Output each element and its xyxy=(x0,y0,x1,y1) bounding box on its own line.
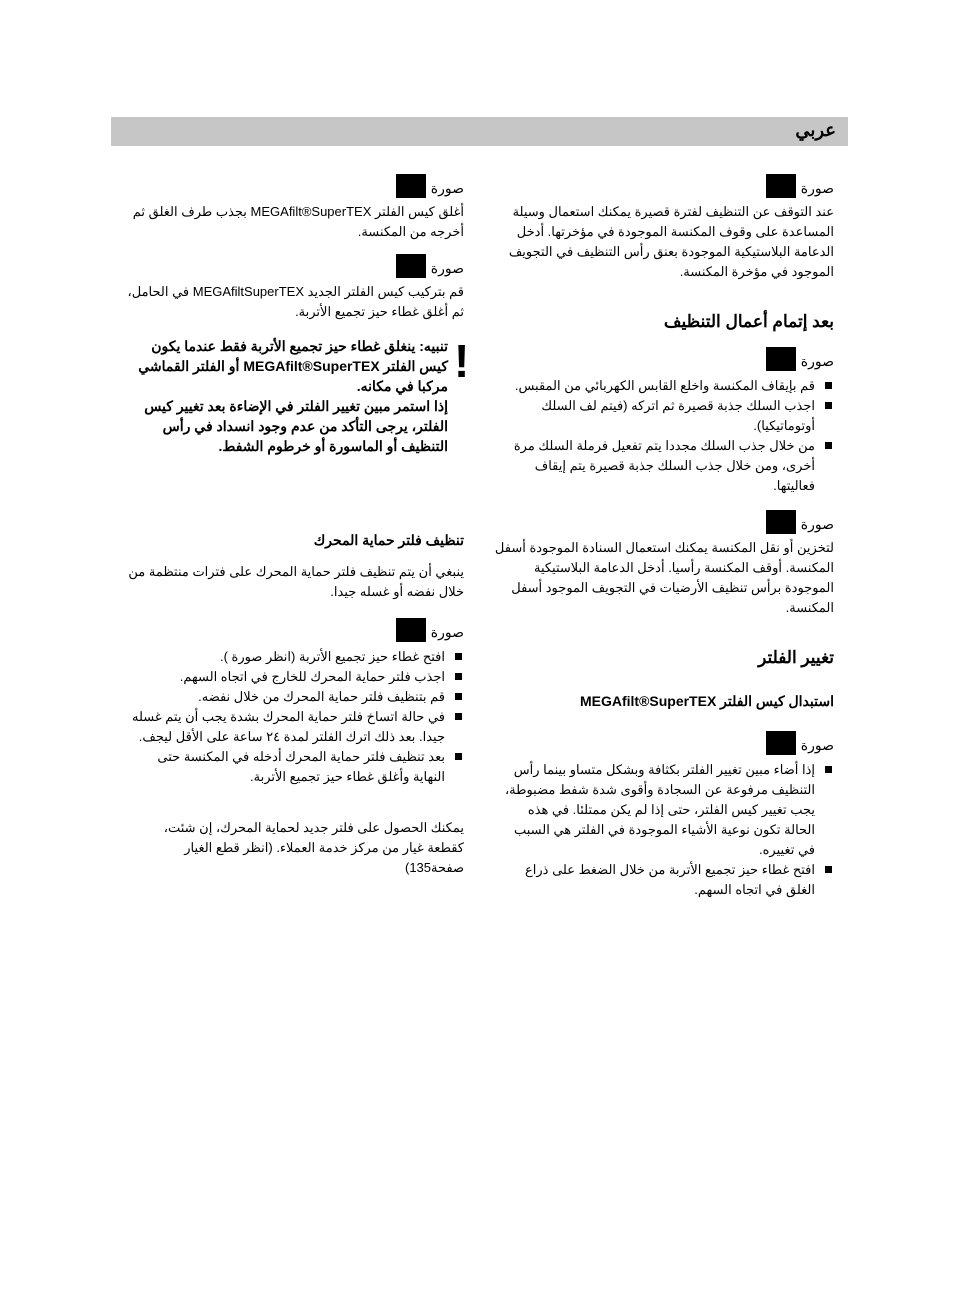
figure-label: صورة xyxy=(430,180,464,196)
list-item: قم بإيقاف المكنسة واخلع القابس الكهربائي من المقبس. xyxy=(494,376,834,396)
figure-label: صورة xyxy=(800,180,834,196)
paragraph: يمكنك الحصول على فلتر جديد لحماية المحرك، إن شئت، كقطعة غيار من مركز خدمة العملاء. (انظر قطع الغيار صفحة135) xyxy=(163,820,464,875)
paragraph: قم بتركيب كيس الفلتر الجديد MEGAfiltSuperTEX في الحامل، ثم أغلق غطاء حيز تجميع الأتربة. xyxy=(127,284,464,319)
figure-block xyxy=(494,174,834,282)
warning-exclamation-icon: ! xyxy=(454,335,470,387)
list-item: قم بتنظيف فلتر حماية المحرك من خلال نفضه. xyxy=(124,687,464,707)
paragraph: ينبغي أن يتم تنظيف فلتر حماية المحرك على فترات منتظمة من خلال نفضه أو غسله جيدا. xyxy=(128,564,464,599)
figure-block xyxy=(494,347,834,496)
section-header-bar xyxy=(111,117,848,146)
list-item: اجذب فلتر حماية المحرك للخارج في اتجاه السهم. xyxy=(124,667,464,687)
figure-number-box xyxy=(766,347,796,371)
figure-number-box xyxy=(396,254,426,278)
sub-heading: استبدال كيس الفلتر MEGAfilt®SuperTEX xyxy=(579,693,834,709)
figure-label: صورة xyxy=(800,516,834,532)
list-item: افتح غطاء حيز تجميع الأتربة (انظر صورة ). xyxy=(124,647,464,667)
paragraph: أغلق كيس الفلتر MEGAfilt®SuperTEX بجذب طرف الغلق ثم أخرجه من المكنسة. xyxy=(132,204,464,239)
list-item: في حالة اتساخ فلتر حماية المحرك بشدة يجب أن يتم غسله جيدا. بعد ذلك اترك الفلتر لمدة ٢٤ ساعة على الأقل ليجف. xyxy=(124,707,464,747)
figure-number-box xyxy=(396,174,426,198)
figure-label: صورة xyxy=(430,624,464,640)
figure-block xyxy=(124,174,464,242)
figure-label: صورة xyxy=(430,260,464,276)
figure-label: صورة xyxy=(800,737,834,753)
section-heading: تغيير الفلتر xyxy=(758,648,834,667)
list-item: اجذب السلك جذبة قصيرة ثم اتركه (فيتم لف السلك أوتوماتيكيا). xyxy=(494,396,834,436)
figure-label: صورة xyxy=(800,353,834,369)
warning-block xyxy=(126,336,448,456)
warning-text-2: إذا استمر مبين تغيير الفلتر في الإضاءة بعد تغيير كيس الفلتر، يرجى التأكد من عدم وجود انسداد في رأس التنظيف أو الماسورة أو خرطوم الشفط. xyxy=(144,398,448,454)
figure-block xyxy=(494,510,834,618)
paragraph: عند التوقف عن التنظيف لفترة قصيرة يمكنك استعمال وسيلة المساعدة على وقوف المكنسة الموجودة في مؤخرتها. أدخل الدعامة البلاستيكية الموجودة بعنق رأس التنظيف في التجويف الموجود في مؤخرة المكنسة. xyxy=(508,204,834,279)
list-item: بعد تنظيف فلتر حماية المحرك أدخله في المكنسة حتى النهاية وأغلق غطاء حيز تجميع الأتربة. xyxy=(124,747,464,787)
figure-number-box xyxy=(766,731,796,755)
section-heading: تنظيف فلتر حماية المحرك xyxy=(313,532,464,548)
list-item: من خلال جذب السلك مجددا يتم تفعيل فرملة السلك مرة أخرى، ومن خلال جذب السلك جذبة قصيرة يتم إيقاف فعاليتها. xyxy=(494,436,834,496)
section-heading: بعد إتمام أعمال التنظيف xyxy=(663,312,834,331)
paragraph: لتخزين أو نقل المكنسة يمكنك استعمال السنادة الموجودة أسفل المكنسة. أوقف المكنسة رأسيا. أدخل الدعامة البلاستيكية الموجودة برأس تنظيف الأرضيات في التجويف الموجود أسفل المكنسة. xyxy=(494,540,834,615)
figure-number-box xyxy=(766,174,796,198)
figure-number-box xyxy=(766,510,796,534)
figure-block xyxy=(494,731,834,900)
warning-text: تنبيه: ينغلق غطاء حيز تجميع الأتربة فقط عندما يكون كيس الفلتر MEGAfilt®SuperTEX أو الفلتر القماشي مركبا في مكانه. xyxy=(138,338,448,394)
figure-block xyxy=(124,618,464,787)
language-title: عربي xyxy=(795,120,836,140)
list-item: افتح غطاء حيز تجميع الأتربة من خلال الضغط على ذراع الغلق في اتجاه السهم. xyxy=(494,860,834,900)
figure-number-box xyxy=(396,618,426,642)
figure-block xyxy=(124,254,464,322)
list-item: إذا أضاء مبين تغيير الفلتر بكثافة وبشكل متساو بينما رأس التنظيف مرفوعة عن السجادة وأقوى شدة شفط مضبوطة، يجب تغيير كيس الفلتر، حتى إذا لم يكن ممتلئا. في هذه الحالة تكون نوعية الأشياء الموجودة في الفلتر هي السبب في تغييره. xyxy=(494,760,834,860)
